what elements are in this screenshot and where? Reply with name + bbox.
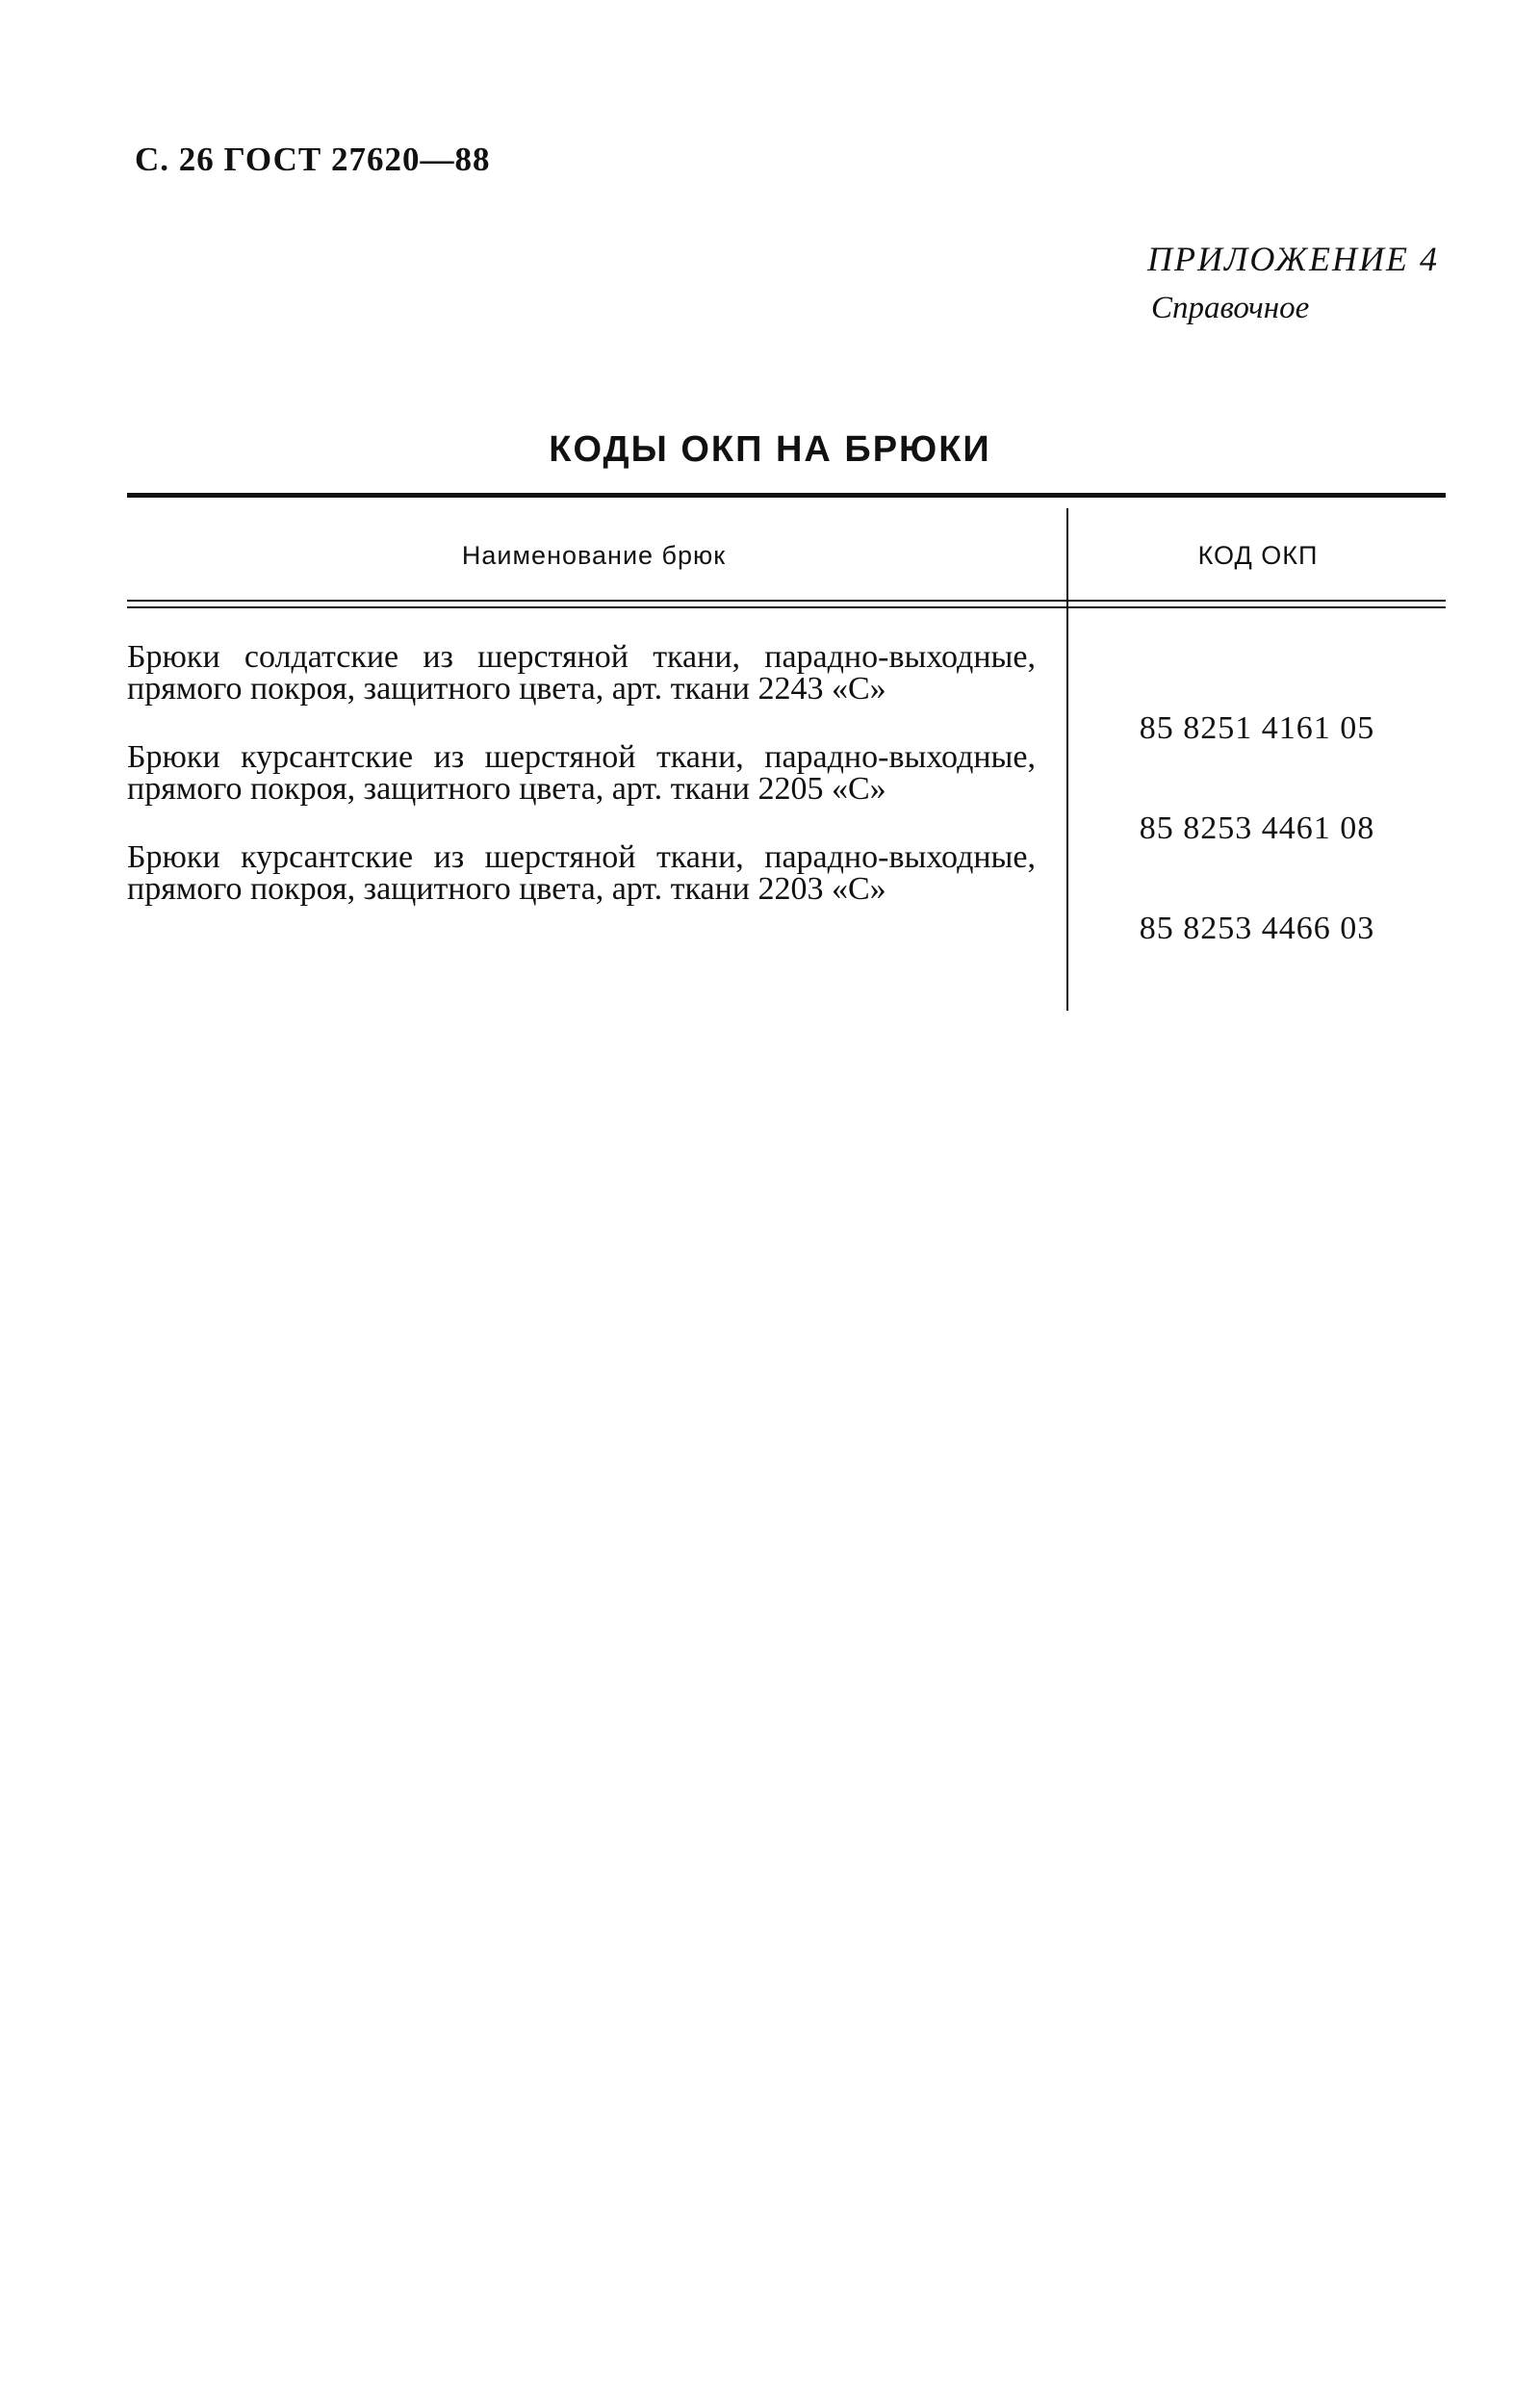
table-row-name: Брюки курсантские из шерстяной ткани, парадно-выходные, прямого покроя, защитного цвета, арт. ткани 2205 «С» [127, 739, 1036, 807]
header-rule-top [127, 600, 1446, 602]
table-title: КОДЫ ОКП НА БРЮКИ [549, 429, 991, 470]
column-header-code: КОД ОКП [1197, 541, 1319, 570]
table-row-code: 85 8253 4461 08 [1139, 810, 1375, 846]
appendix-label: ПРИЛОЖЕНИЕ 4 [1147, 240, 1439, 278]
table-row-name: Брюки курсантские из шерстяной ткани, парадно-выходные, прямого покроя, защитного цвета, арт. ткани 2203 «С» [127, 839, 1036, 907]
column-header-name: Наименование брюк [461, 541, 727, 570]
table-row-code: 85 8253 4466 03 [1139, 911, 1375, 946]
table-row-name: Брюки солдатские из шерстяной ткани, парадно-выходные, прямого покроя, защитного цвета, арт. ткани 2243 «С» [127, 639, 1036, 707]
column-divider [1066, 508, 1068, 1011]
table-row-code: 85 8251 4161 05 [1139, 710, 1375, 746]
appendix-subtitle: Справочное [1151, 291, 1310, 325]
table-top-rule [127, 493, 1446, 498]
page-header: С. 26 ГОСТ 27620—88 [135, 141, 491, 178]
header-rule-bottom [127, 606, 1446, 608]
